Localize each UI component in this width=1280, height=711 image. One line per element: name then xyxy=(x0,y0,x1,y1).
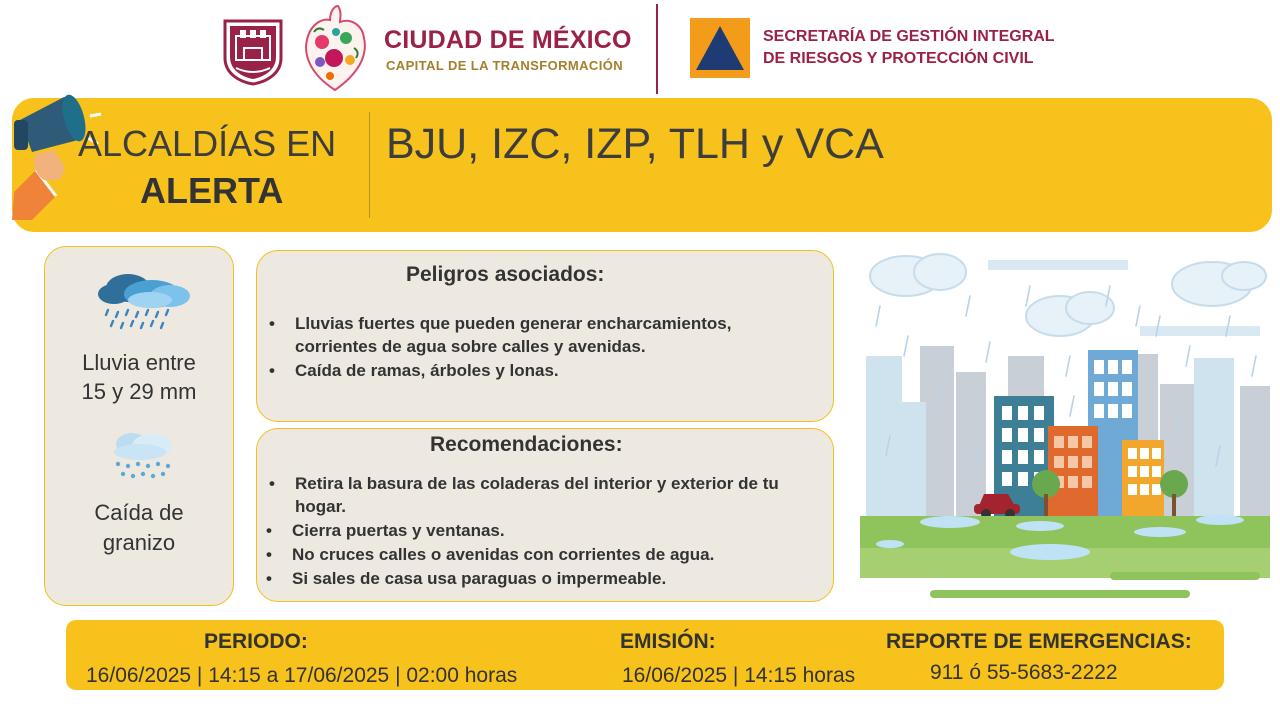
agency-name-line1: SECRETARÍA DE GESTIÓN INTEGRAL xyxy=(763,28,1055,45)
city-subtitle: CAPITAL DE LA TRANSFORMACIÓN xyxy=(386,58,624,73)
rain-forecast-text xyxy=(48,348,230,406)
cdmx-shield-icon xyxy=(222,18,284,86)
recommendation-item: • No cruces calles o avenidas con corrientes de agua. xyxy=(292,543,714,566)
hail-forecast-text xyxy=(48,498,230,558)
period-value: 16/06/2025 | 14:15 a 17/06/2025 | 02:00 horas xyxy=(86,664,518,687)
hazards-title: Peligros asociados: xyxy=(406,263,605,286)
hail-cloud-icon xyxy=(106,428,178,482)
cdmx-heart-logo-icon xyxy=(300,4,370,94)
rain-line-2: 15 y 29 mm xyxy=(81,379,197,404)
alert-label-line2: ALERTA xyxy=(140,170,284,211)
hazard-item: • Lluvias fuertes que pueden generar encharcamientos, xyxy=(295,312,731,335)
emergency-phone: 911 ó 55-5683-2222 xyxy=(930,661,1118,684)
rain-line-1: Lluvia entre xyxy=(82,350,196,375)
civil-protection-triangle-icon xyxy=(690,18,750,78)
agency-name-line2: DE RIESGOS Y PROTECCIÓN CIVIL xyxy=(763,50,1034,67)
header-divider xyxy=(656,4,658,94)
period-label: PERIODO: xyxy=(204,630,308,653)
alert-boroughs: BJU, IZC, IZP, TLH y VCA xyxy=(386,120,884,168)
alert-label-line1: ALCALDÍAS EN xyxy=(78,123,337,164)
rainy-city-illustration xyxy=(860,246,1270,608)
rain-cloud-icon xyxy=(94,266,196,332)
banner-divider xyxy=(369,112,370,218)
hazard-item-continuation: corrientes de agua sobre calles y avenidas. xyxy=(295,337,646,356)
recommendation-item: • Si sales de casa usa paraguas o impermeable. xyxy=(292,567,666,590)
emission-label: EMISIÓN: xyxy=(620,630,716,653)
emergency-label: REPORTE DE EMERGENCIAS: xyxy=(886,630,1192,653)
hail-line-2: granizo xyxy=(102,530,176,555)
recommendation-item: • Retira la basura de las coladeras del interior y exterior de tu xyxy=(295,472,779,495)
header xyxy=(0,0,1280,98)
recommendations-title: Recomendaciones: xyxy=(430,433,623,456)
city-title: CIUDAD DE MÉXICO xyxy=(384,26,632,54)
hail-line-1: Caída de xyxy=(94,500,184,525)
emission-value: 16/06/2025 | 14:15 horas xyxy=(622,664,856,687)
recommendation-item: • Cierra puertas y ventanas. xyxy=(292,519,505,542)
hazard-item: • Caída de ramas, árboles y lonas. xyxy=(295,359,559,382)
recommendation-item-continuation: hogar. xyxy=(295,497,347,516)
